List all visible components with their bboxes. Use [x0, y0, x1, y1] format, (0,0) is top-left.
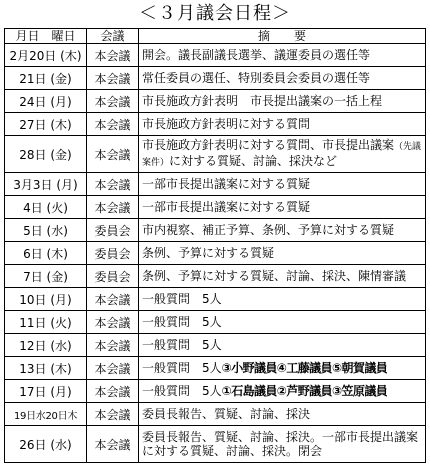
row-date: 4日 (火) [5, 196, 87, 219]
row-date: 6日 (木) [5, 242, 87, 265]
row-summary: 市内視察、補正予算、条例、予算に対する質疑 [139, 219, 426, 242]
row-kind: 本会議 [87, 90, 139, 113]
row-kind: 本会議 [87, 288, 139, 311]
row-summary: 条例、予算に対する質疑 [139, 242, 426, 265]
header-kind: 会議 [87, 29, 139, 44]
row-date: 13日 (木) [5, 357, 87, 380]
row-date: 19日水20日木 [5, 403, 87, 426]
row-date: 5日 (水) [5, 219, 87, 242]
row-date: 24日 (月) [5, 90, 87, 113]
table-row [5, 380, 426, 403]
row-kind: 本会議 [87, 403, 139, 426]
row-date: 2月20日 (木) [5, 44, 87, 67]
row-kind: 本会議 [87, 334, 139, 357]
header-row [5, 29, 426, 44]
row-kind: 本会議 [87, 44, 139, 67]
table-row [5, 334, 426, 357]
row-kind: 委員会 [87, 265, 139, 288]
row-summary-part: 市長施政方針表明に対する質問、市長提出議案 [142, 138, 395, 152]
row-kind: 本会議 [87, 136, 139, 173]
table-row [5, 242, 426, 265]
speaker-list: ③小野議員④工藤議員⑤朝賀議員 [221, 361, 388, 375]
row-summary [139, 357, 426, 380]
row-summary [139, 136, 426, 173]
row-summary: 市長施政方針表明に対する質問 [139, 113, 426, 136]
row-date: 12日 (水) [5, 334, 87, 357]
row-summary: 一般質問 5人 [139, 288, 426, 311]
header-summary: 摘 要 [139, 29, 426, 44]
row-summary-part: に対する質疑、討論、採決など [169, 154, 338, 168]
row-summary: 一部市長提出議案に対する質疑 [139, 173, 426, 196]
row-summary [139, 380, 426, 403]
row-summary: 市長施政方針表明 市長提出議案の一括上程 [139, 90, 426, 113]
row-summary: 常任委員の選任、特別委員会委員の選任等 [139, 67, 426, 90]
table-row [5, 90, 426, 113]
row-date: 3月3日 (月) [5, 173, 87, 196]
row-date: 27日 (木) [5, 113, 87, 136]
table-row [5, 288, 426, 311]
row-summary: 一部市長提出議案に対する質疑 [139, 196, 426, 219]
row-kind: 本会議 [87, 173, 139, 196]
page-title: ＜３月議会日程＞ [139, 3, 291, 24]
row-kind: 本会議 [87, 380, 139, 403]
row-summary-part: 一般質問 5人 [142, 361, 222, 375]
row-date: 26日 (水) [5, 426, 87, 463]
row-date: 10日 (月) [5, 288, 87, 311]
row-summary-part: 一般質問 5人 [142, 384, 222, 398]
table-row [5, 136, 426, 173]
speaker-list: ①石島議員②芦野議員③笠原議員 [221, 384, 388, 398]
row-kind: 本会議 [87, 426, 139, 463]
row-date: 11日 (火) [5, 311, 87, 334]
row-summary: 一般質問 5人 [139, 334, 426, 357]
table-row [5, 113, 426, 136]
row-summary-note: （先議案件） [142, 142, 422, 168]
row-date: 28日 (金) [5, 136, 87, 173]
row-summary: 開会。議長副議長選挙、議運委員の選任等 [139, 44, 426, 67]
row-kind: 委員会 [87, 219, 139, 242]
row-summary: 条例、予算に対する質疑、討論、採決、陳情審議 [139, 265, 426, 288]
row-date: 21日 (金) [5, 67, 87, 90]
table-row [5, 426, 426, 463]
table-row [5, 196, 426, 219]
row-kind: 本会議 [87, 196, 139, 219]
table-row [5, 173, 426, 196]
table-row [5, 311, 426, 334]
table-row [5, 67, 426, 90]
row-kind: 委員会 [87, 242, 139, 265]
row-kind: 本会議 [87, 311, 139, 334]
row-kind: 本会議 [87, 67, 139, 90]
row-date: 17日 (月) [5, 380, 87, 403]
table-row [5, 357, 426, 380]
table-row [5, 44, 426, 67]
row-kind: 本会議 [87, 113, 139, 136]
row-kind: 本会議 [87, 357, 139, 380]
schedule-table [4, 28, 426, 463]
table-row [5, 265, 426, 288]
header-date: 月日 曜日 [5, 29, 87, 44]
table-row [5, 219, 426, 242]
table-row [5, 403, 426, 426]
row-summary: 委員長報告、質疑、討論、採決 [139, 403, 426, 426]
row-date: 7日 (金) [5, 265, 87, 288]
row-summary: 一般質問 5人 [139, 311, 426, 334]
row-summary: 委員長報告、質疑、討論、採決。一部市長提出議案に対する質疑、討論、採決。閉会 [139, 426, 426, 463]
